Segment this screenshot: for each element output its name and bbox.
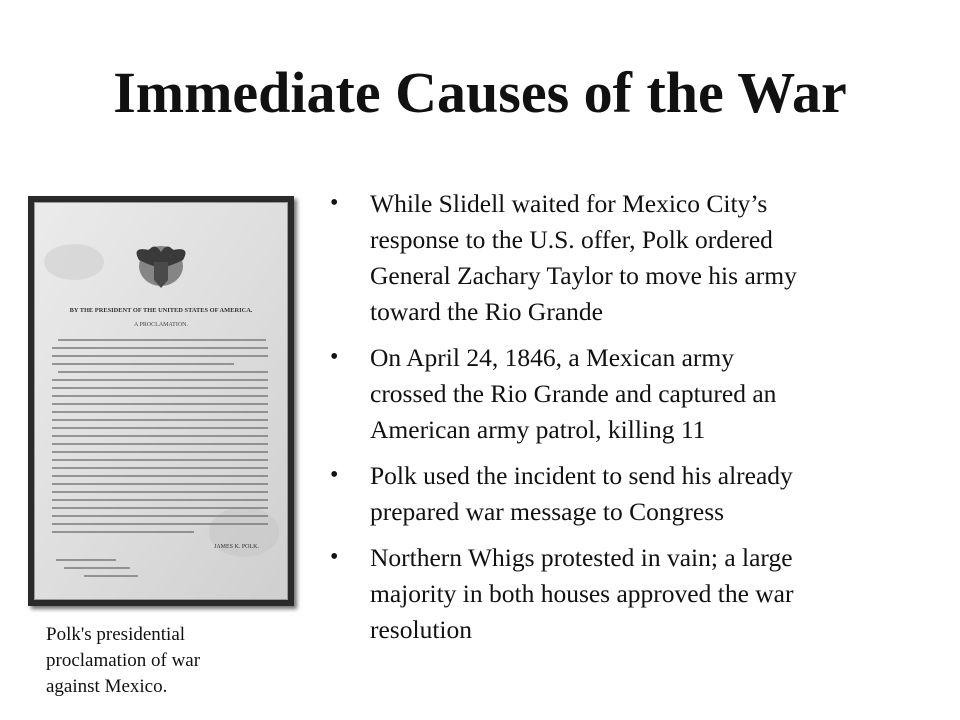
bullet-line: prepared war message to Congress	[370, 497, 725, 526]
bullet-item	[330, 340, 910, 448]
bullet-line: majority in both houses approved the war	[370, 579, 794, 608]
bullet-line: Polk used the incident to send his already	[370, 461, 793, 490]
bullet-list	[330, 186, 910, 658]
image-caption	[46, 622, 246, 700]
bullet-text	[370, 458, 910, 530]
bullet-line: response to the U.S. offer, Polk ordered	[370, 225, 773, 254]
bullet-text	[370, 186, 910, 330]
bullet-line: crossed the Rio Grande and captured an	[370, 379, 777, 408]
proclamation-image	[28, 196, 294, 606]
slide-title: Immediate Causes of the War	[113, 60, 847, 125]
proclamation-signature: JAMES K. POLK.	[213, 544, 259, 550]
bullet-line: General Zachary Taylor to move his army	[370, 261, 797, 290]
caption-line: proclamation of war	[46, 650, 201, 671]
bullet-item	[330, 186, 910, 330]
bullet-marker: •	[330, 190, 339, 216]
bullet-line: resolution	[370, 615, 472, 644]
proclamation-document-icon	[34, 202, 288, 600]
bullet-item	[330, 540, 910, 648]
bullet-item	[330, 458, 910, 530]
caption-line: against Mexico.	[46, 676, 168, 697]
bullet-marker: •	[330, 544, 339, 570]
bullet-line: While Slidell waited for Mexico City’s	[370, 189, 768, 218]
caption-line: Polk's presidential	[46, 624, 186, 645]
bullet-line: On April 24, 1846, a Mexican army	[370, 343, 735, 372]
bullet-line: American army patrol, killing 11	[370, 415, 706, 444]
proclamation-heading: BY THE PRESIDENT OF THE UNITED STATES OF AMERICA.	[69, 307, 253, 314]
bullet-line: toward the Rio Grande	[370, 297, 603, 326]
bullet-line: Northern Whigs protested in vain; a large	[370, 543, 793, 572]
bullet-text	[370, 340, 910, 448]
bullet-text	[370, 540, 910, 648]
bullet-marker: •	[330, 462, 339, 488]
proclamation-subheading: A PROCLAMATION.	[133, 322, 189, 328]
bullet-marker: •	[330, 344, 339, 370]
